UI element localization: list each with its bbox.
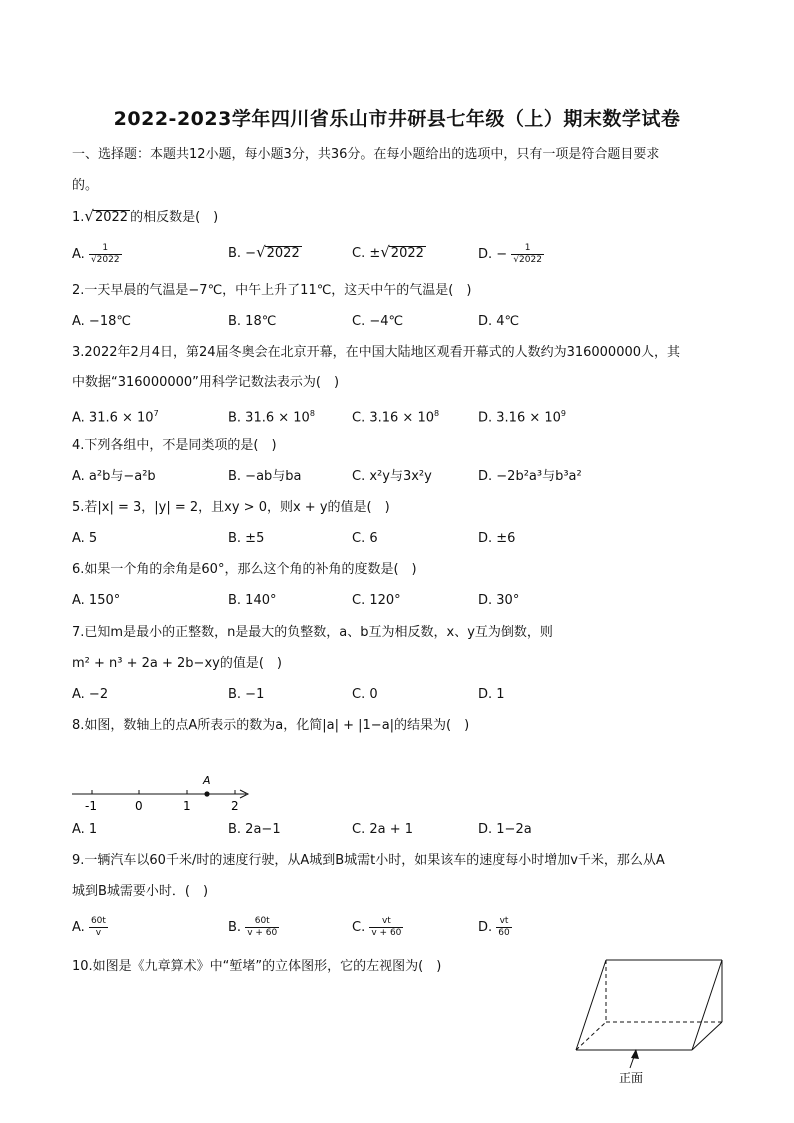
question-3-line1: 3.2022年2月4日，第24届冬奥会在北京开幕，在中国大陆地区观看开幕式的人数约为316000000人，其 [72, 345, 681, 360]
q3-option-d: D. $3.16 \times 10^9$ [478, 409, 567, 426]
q5-option-d: D. ±6 [478, 531, 516, 546]
section-instruction-line1: 一、选择题：本题共12小题，每小题3分，共36分。在每小题给出的选项中，只有一项是符合题目要求 [72, 147, 660, 162]
fraction: $\frac{1}{√2022}$ [90, 243, 120, 265]
q8-option-a: A. 1 [72, 822, 98, 837]
q4-option-a: A. a²b与−a²b [72, 469, 156, 484]
q1-option-c: C. ±√2022 [352, 243, 424, 261]
q9-option-b: B. $\frac{60t}{v + 60}$ [228, 916, 278, 938]
q7-option-c: C. 0 [352, 687, 378, 702]
question-7-line1: 7.已知m是最小的正整数，n是最大的负整数，a、b互为相反数，x、y互为倒数，则 [72, 625, 553, 640]
question-6: 6.如果一个角的余角是60°，那么这个角的补角的度数是( ) [72, 562, 417, 577]
fraction: $\frac{1}{√2022}$ [513, 243, 542, 265]
q2-option-b: B. 18℃ [228, 314, 277, 329]
question-9-line1: 9.一辆汽车以60千米/时的速度行驶，从A城到B城需t小时，如果该车的速度每小时增加v千米，那么从A [72, 853, 665, 868]
q4-option-c: C. x²y与3x²y [352, 469, 432, 484]
q3-option-a: A. $31.6 \times 10^7$ [72, 409, 159, 426]
question-4: 4.下列各组中，不是同类项的是( ) [72, 438, 277, 453]
q8-option-d: D. 1−2a [478, 822, 532, 837]
q1-option-a: A. $\frac{1}{√2022}$ [72, 243, 120, 265]
question-1-number: 1. [72, 210, 85, 225]
q1-option-d: D. − $\frac{1}{√2022}$ [478, 243, 542, 265]
question-1-text: 的相反数是( ) [130, 210, 219, 225]
tick-label: 1 [183, 799, 191, 813]
q9-option-d: D. $\frac{vt}{60}$ [478, 916, 510, 938]
q2-option-a: A. −18℃ [72, 314, 131, 329]
fraction: $\frac{vt}{60}$ [498, 916, 510, 938]
fraction: $\frac{vt}{v + 60}$ [371, 916, 402, 938]
q8-option-b: B. 2a−1 [228, 822, 281, 837]
q2-option-c: C. −4℃ [352, 314, 404, 329]
question-5: 5.若|x| = 3，|y| = 2，且xy > 0，则x + y的值是( ) [72, 500, 390, 515]
question-7-line2: m² + n³ + 2a + 2b−xy的值是( ) [72, 656, 282, 671]
question-2: 2.一天早晨的气温是−7℃，中午上升了11℃，这天中午的气温是( ) [72, 283, 472, 298]
q3-option-c: C. $3.16 \times 10^8$ [352, 409, 440, 426]
section-instruction-line2: 的。 [72, 178, 99, 193]
tick-label: -1 [85, 799, 97, 813]
question-3-line2: 中数据“316000000”用科学记数法表示为( ) [72, 375, 340, 390]
q6-option-c: C. 120° [352, 593, 401, 608]
question-9-line2: 城到B城需要小时．( ) [72, 884, 209, 899]
tick-label: 2 [231, 799, 239, 813]
page-title: 2022-2023学年四川省乐山市井研县七年级（上）期末数学试卷 [113, 108, 681, 130]
q8-option-c: C. 2a + 1 [352, 822, 414, 837]
question-1 [72, 207, 218, 227]
question-1-radicand: 2022 [94, 210, 129, 225]
prism-figure [566, 952, 736, 1092]
fraction: $\frac{60t}{v + 60}$ [247, 916, 278, 938]
q9-option-c: C. $\frac{vt}{v + 60}$ [352, 916, 402, 938]
q1-option-b: B. −√2022 [228, 243, 300, 261]
q7-option-d: D. 1 [478, 687, 505, 702]
question-8: 8.如图，数轴上的点A所表示的数为a，化简|a| + |1−a|的结果为( ) [72, 718, 470, 733]
q7-option-b: B. −1 [228, 687, 265, 702]
tick-label: 0 [135, 799, 143, 813]
q2-option-d: D. 4℃ [478, 314, 520, 329]
prism-edge [576, 960, 606, 1050]
q5-option-a: A. 5 [72, 531, 98, 546]
q3-option-b: B. $31.6 \times 10^8$ [228, 409, 315, 426]
q4-option-d: D. −2b²a³与b³a² [478, 469, 582, 484]
q6-option-b: B. 140° [228, 593, 277, 608]
q6-option-d: D. 30° [478, 593, 520, 608]
q9-option-a: A. $\frac{60t}{v}$ [72, 916, 106, 938]
fraction: $\frac{60t}{v}$ [90, 916, 106, 938]
point-a-dot [204, 791, 209, 796]
q5-option-b: B. ±5 [228, 531, 265, 546]
question-10: 10.如图是《九章算术》中“堑堵”的立体图形，它的左视图为( ) [72, 959, 442, 974]
q6-option-a: A. 150° [72, 593, 121, 608]
q7-option-a: A. −2 [72, 687, 109, 702]
number-line-figure [66, 770, 266, 814]
q5-option-c: C. 6 [352, 531, 378, 546]
point-a-label: A [203, 774, 211, 787]
front-view-label: 正面 [619, 1071, 644, 1085]
sqrt-symbol: √ [84, 207, 94, 225]
q4-option-b: B. −ab与ba [228, 469, 302, 484]
